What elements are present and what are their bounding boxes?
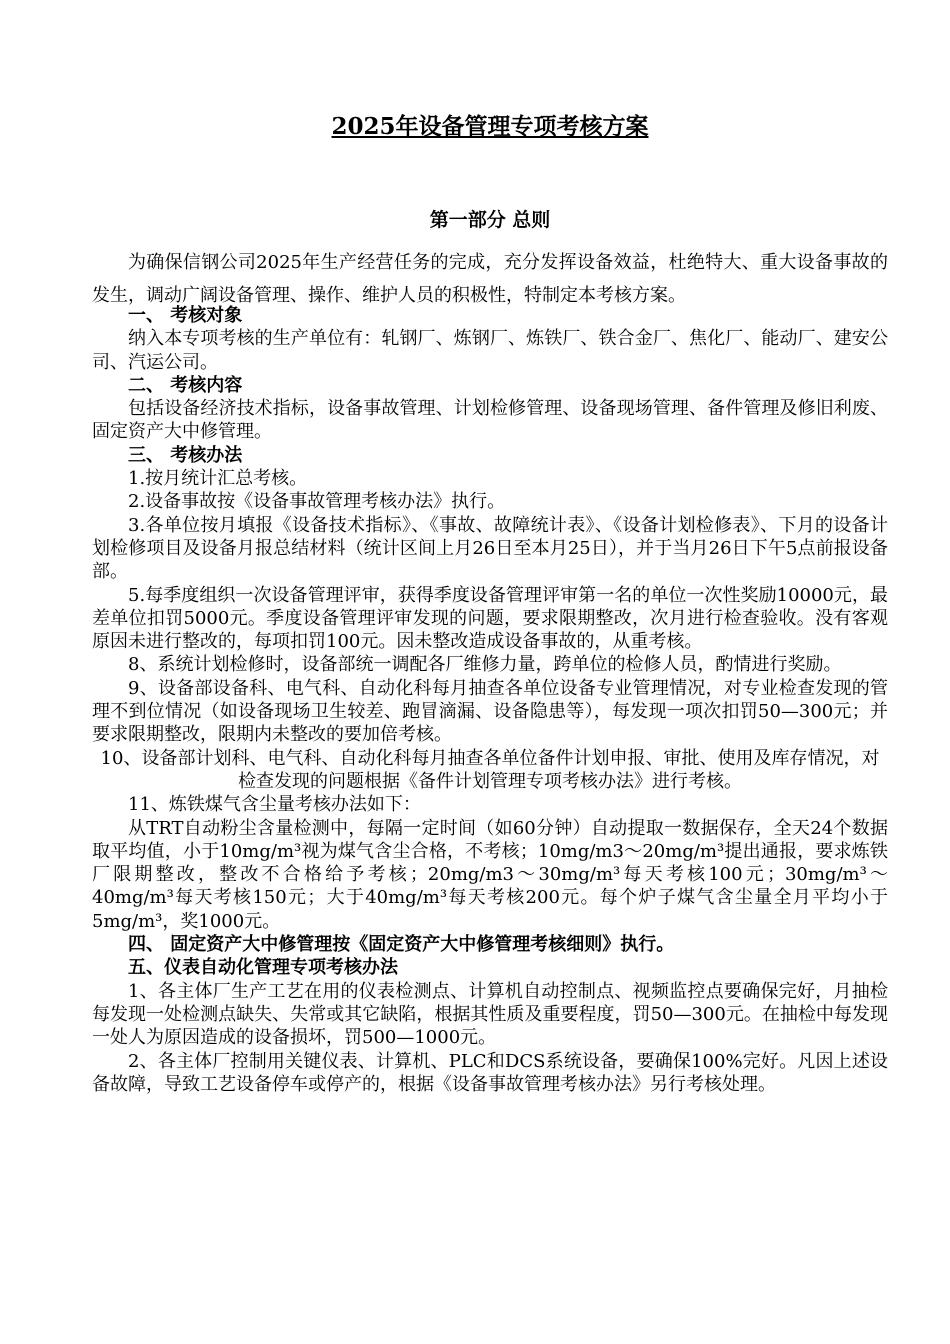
section-heading-assessment-method: 三、 考核办法 <box>128 444 243 466</box>
section-heading-assessment-content: 二、 考核内容 <box>128 374 243 396</box>
paragraph-method-11: 11、炼铁煤气含尘量考核办法如下： <box>128 794 421 816</box>
paragraph-dust-content-rules: 从TRT自动粉尘含量检测中，每隔一定时间（如60分钟）自动提取一数据保存，全天24个数据取平均值，小于10mg/m³视为煤气含尘合格，不考核；10mg/m3～20mg/m³提出通报，要求炼铁厂限期整改，整改不合格给予考核；20mg/m3～30mg/m³每天考核100元；30mg/m³～40mg/m³每天考核150元；大于40mg/m³每天考核200元。每个炉子煤气含尘量全月平均小于5mg/m³，奖1000元。 <box>92 817 888 932</box>
part-title: 第一部分 总则 <box>429 209 551 231</box>
section-heading-fixed-assets: 四、 固定资产大中修管理按《固定资产大中修管理考核细则》执行。 <box>128 934 675 956</box>
intro-paragraph: 为确保信钢公司2025年生产经营任务的完成，充分发挥设备效益，杜绝特大、重大设备事故的发生，调动广阔设备管理、操作、维护人员的积极性，特制定本考核方案。 <box>92 252 888 306</box>
document-body <box>92 246 888 1096</box>
paragraph-method-5: 5.每季度组织一次设备管理评审，获得季度设备管理评审第一名的单位一次性奖励10000元，最差单位扣罚5000元。季度设备管理评审发现的问题，要求限期整改，次月进行检查验收。没有客观原因未进行整改的，每项扣罚100元。因未整改造成设备事故的，从重考核。 <box>92 584 888 653</box>
paragraph-method-8: 8、系统计划检修时，设备部统一调配各厂维修力量，跨单位的检修人员，酌情进行奖励。 <box>128 654 842 676</box>
paragraph-assessment-target: 纳入本专项考核的生产单位有：轧钢厂、炼钢厂、炼铁厂、铁合金厂、焦化厂、能动厂、建安公司、汽运公司。 <box>92 328 888 373</box>
paragraph-method-3: 3.各单位按月填报《设备技术指标》、《事故、故障统计表》、《设备计划检修表》、下月的设备计划检修项目及设备月报总结材料（统计区间上月26日至本月25日），并于当月26日下午5点前报设备部。 <box>92 514 888 583</box>
paragraph-method-2: 2.设备事故按《设备事故管理考核办法》执行。 <box>128 491 506 513</box>
paragraph-method-10: 10、设备部计划科、电气科、自动化科每月抽查各单位备件计划申报、审批、使用及库存情况，对检查发现的问题根据《备件计划管理专项考核办法》进行考核。 <box>100 747 880 792</box>
section-heading-assessment-target: 一、 考核对象 <box>128 305 243 326</box>
paragraph-method-9: 9、设备部设备科、电气科、自动化科每月抽查各单位设备专业管理情况，对专业检查发现的管理不到位情况（如设备现场卫生较差、跑冒滴漏、设备隐患等），每发现一项次扣罚50—300元；并要求限期整改，限期内未整改的要加倍考核。 <box>92 677 888 746</box>
paragraph-instrument-1: 1、各主体厂生产工艺在用的仪表检测点、计算机自动控制点、视频监控点要确保完好，月抽检每发现一处检测点缺失、失常或其它缺陷，根据其性质及重要程度，罚50—300元。在抽检中每发现一处人为原因造成的设备损坏，罚500—1000元。 <box>92 980 888 1049</box>
document-title: 2025年设备管理专项考核方案 <box>331 113 649 140</box>
paragraph-instrument-2: 2、各主体厂控制用关键仪表、计算机、PLC和DCS系统设备，要确保100%完好。凡因上述设备故障，导致工艺设备停车或停产的，根据《设备事故管理考核办法》另行考核处理。 <box>92 1050 888 1095</box>
paragraph-method-1: 1.按月统计汇总考核。 <box>128 468 308 490</box>
section-heading-instrument-automation: 五、仪表自动化管理专项考核办法 <box>128 957 398 979</box>
paragraph-assessment-content: 包括设备经济技术指标，设备事故管理、计划检修管理、设备现场管理、备件管理及修旧利废、固定资产大中修管理。 <box>92 398 888 443</box>
